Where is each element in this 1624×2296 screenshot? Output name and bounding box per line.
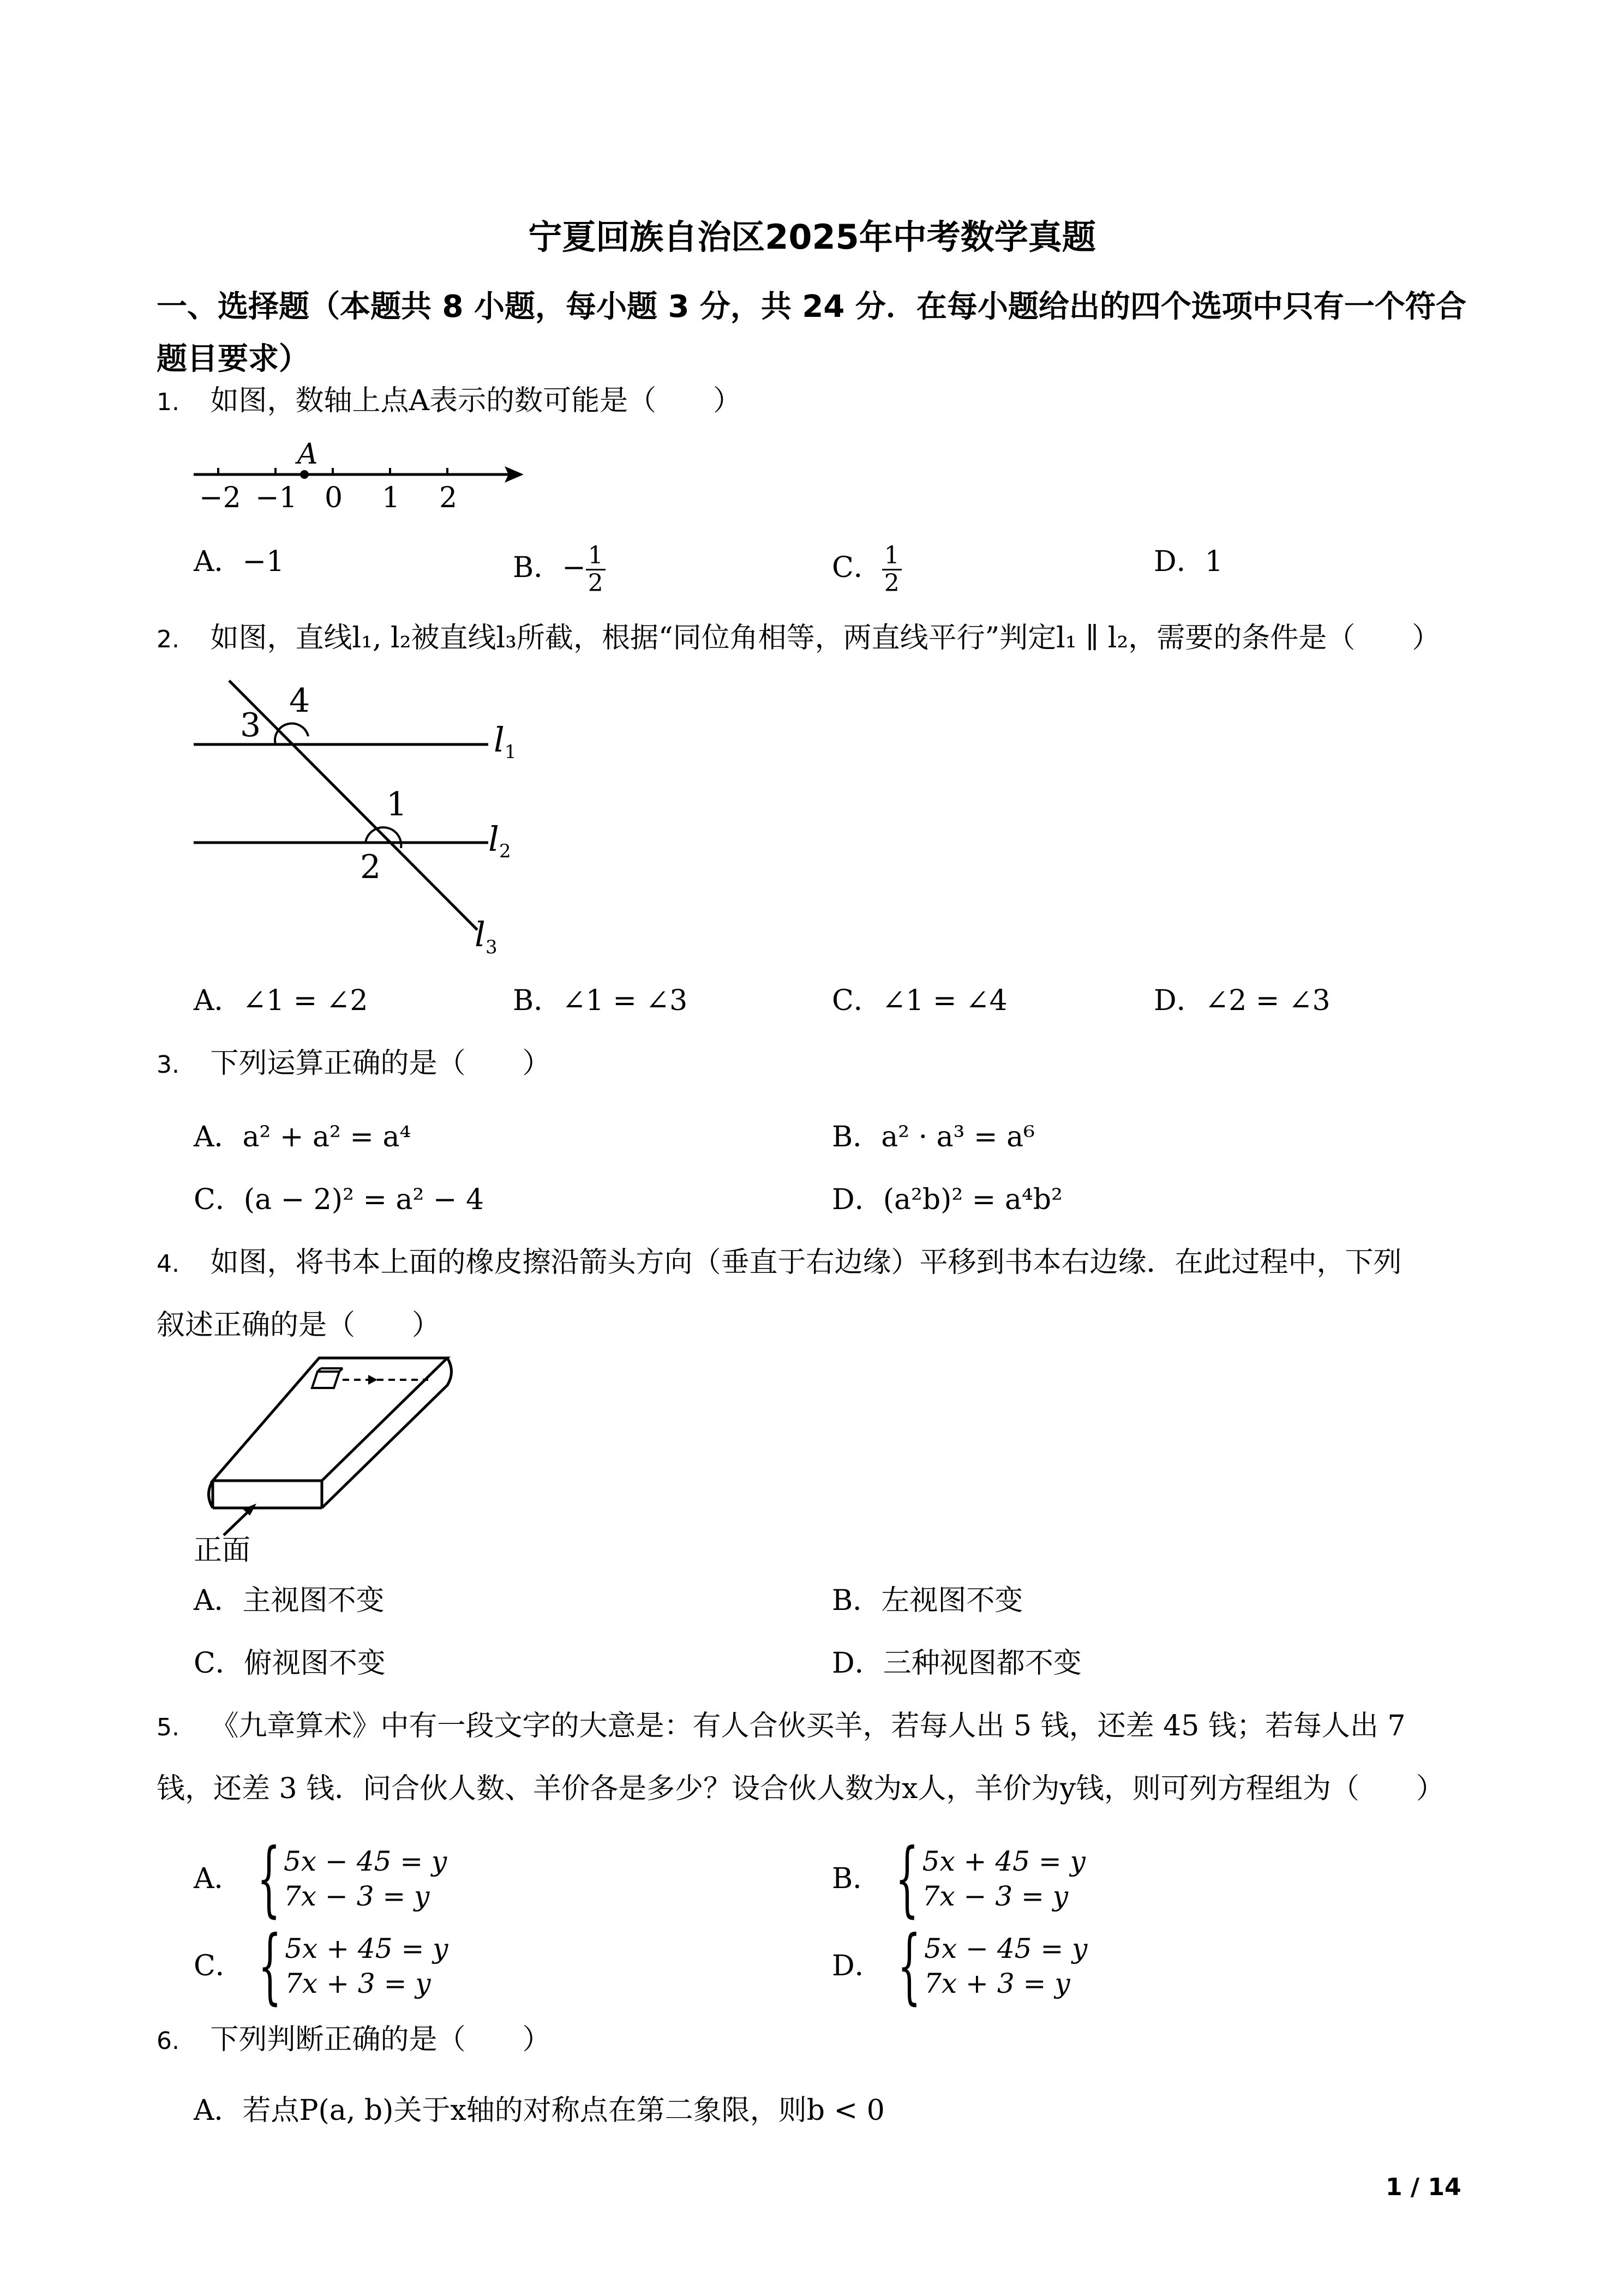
line-label: l [475,915,486,954]
option-label: C． [194,1950,244,1982]
point-a-dot [300,470,309,479]
equation: 5x + 45 = y [922,1846,1086,1877]
q3-option-c: C．(a − 2)² = a² − 4 [194,1183,484,1216]
angle-label: 3 [240,706,261,744]
q5-option-a [194,1831,447,1926]
q3-option-b: B．a² · a³ = a⁶ [832,1121,1035,1153]
brace-icon: { [256,1831,280,1926]
q4-option-a: A．主视图不变 [194,1584,385,1617]
fraction: $\frac{1}{2}$ [882,543,902,597]
arrow-head-icon [368,1375,377,1385]
question-stem: 如图，直线l₁, l₂被直线l₃所截，根据“同位角相等，两直线平行”判定l₁ ∥ l₂，需要的条件是（ ） [210,622,1441,654]
q2-option-b: B．∠1 = ∠3 [513,984,688,1017]
line-label: l [494,720,505,760]
equation: 5x + 45 = y [285,1933,448,1964]
question-number: 3. [157,1051,179,1079]
fraction: $\frac{1}{2}$ [586,543,606,597]
question-4 [157,1243,1402,1283]
question-number: 1. [157,388,179,416]
q1-option-d: D．1 [1154,545,1223,578]
q4-option-b: B．左视图不变 [832,1584,1023,1617]
question-stem: 如图，将书本上面的橡皮擦沿箭头方向（垂直于右边缘）平移到书本右边缘．在此过程中，下列 [210,1246,1402,1279]
brace-icon: { [897,1919,921,2013]
question-stem: 如图，数轴上点A表示的数可能是（ ） [210,384,742,417]
angle-label: 1 [386,785,408,824]
q4-option-c: C．俯视图不变 [194,1647,386,1680]
question-number: 4. [157,1250,179,1278]
q1-option-c [832,543,902,597]
question-number: 6. [157,2027,179,2055]
q3-option-d: D．(a²b)² = a⁴b² [832,1183,1063,1216]
equation: 7x + 3 = y [285,1968,431,1999]
line-l3 [229,681,477,930]
question-3 [157,1044,551,1084]
book-eraser-figure [185,1350,475,1568]
option-label: A． [194,1862,243,1895]
section-heading: 一、选择题（本题共 8 小题，每小题 3 分，共 24 分．在每小题给出的四个选项中只有一个符合题目要求） [157,289,1466,377]
q1-option-a: A．−1 [194,545,285,578]
book-right-face [322,1358,452,1508]
line-label: l [488,819,499,859]
angle-arc [365,827,401,848]
line-subscript: 1 [505,741,517,763]
page-title: 宁夏回族自治区2025年中考数学真题 [528,217,1096,257]
q3-option-a: A．a² + a² = a⁴ [194,1121,411,1153]
question-1 [157,382,741,422]
angle-arc [275,724,308,744]
tick-label: −2 [199,482,241,514]
option-label: B．− [513,551,586,584]
option-label: C． [832,551,882,584]
question-stem: 下列判断正确的是（ ） [210,2023,551,2056]
question-stem: 《九章算术》中有一段文字的大意是：有人合伙买羊，若每人出 5 钱，还差 45 钱；若每人出 7 [210,1710,1406,1742]
option-label: D． [832,1950,883,1982]
question-5-continued: 钱，还差 3 钱．问合伙人数、羊价各是多少？设合伙人数为x人，羊价为y钱，则可列方程组为（ ） [157,1772,1445,1805]
page-number: 1 / 14 [1386,2173,1461,2201]
point-a-label: A [297,438,318,471]
tick-label: 0 [325,482,343,514]
q2-option-a: A．∠1 = ∠2 [194,984,368,1017]
q5-option-d [832,1919,1088,2013]
option-label: B． [832,1862,882,1895]
q1-option-b [513,543,606,597]
equation: 7x + 3 = y [924,1968,1070,1999]
q5-option-c [194,1919,448,2013]
front-label: 正面 [194,1534,251,1567]
q6-option-a: A．若点P(a, b)关于x轴的对称点在第二象限，则b < 0 [194,2094,885,2127]
tick-label: −1 [255,482,297,514]
parallel-lines-figure [185,671,535,965]
brace-icon: { [895,1831,919,1926]
equation: 7x − 3 = y [284,1880,430,1912]
eraser-icon [312,1372,339,1388]
line-subscript: 2 [499,840,511,862]
q2-option-d: D．∠2 = ∠3 [1154,984,1331,1017]
question-5 [157,1707,1406,1747]
q5-option-b [832,1831,1086,1926]
tick-label: 2 [439,482,458,514]
equation: 5x − 45 = y [284,1846,447,1877]
angle-label: 4 [289,682,310,720]
brace-icon: { [258,1919,281,2013]
equation: 7x − 3 = y [922,1880,1069,1912]
line-subscript: 3 [486,936,498,958]
number-line-figure [185,436,535,518]
question-6 [157,2021,551,2060]
question-2 [157,619,1440,659]
question-number: 5. [157,1714,179,1741]
question-number: 2. [157,626,179,653]
tick-label: 1 [382,482,400,514]
q2-option-c: C．∠1 = ∠4 [832,984,1008,1017]
q4-option-d: D．三种视图都不变 [832,1647,1082,1680]
equation: 5x − 45 = y [924,1933,1088,1964]
question-4-continued: 叙述正确的是（ ） [157,1309,441,1342]
angle-label: 2 [360,848,381,886]
question-stem: 下列运算正确的是（ ） [210,1047,551,1080]
